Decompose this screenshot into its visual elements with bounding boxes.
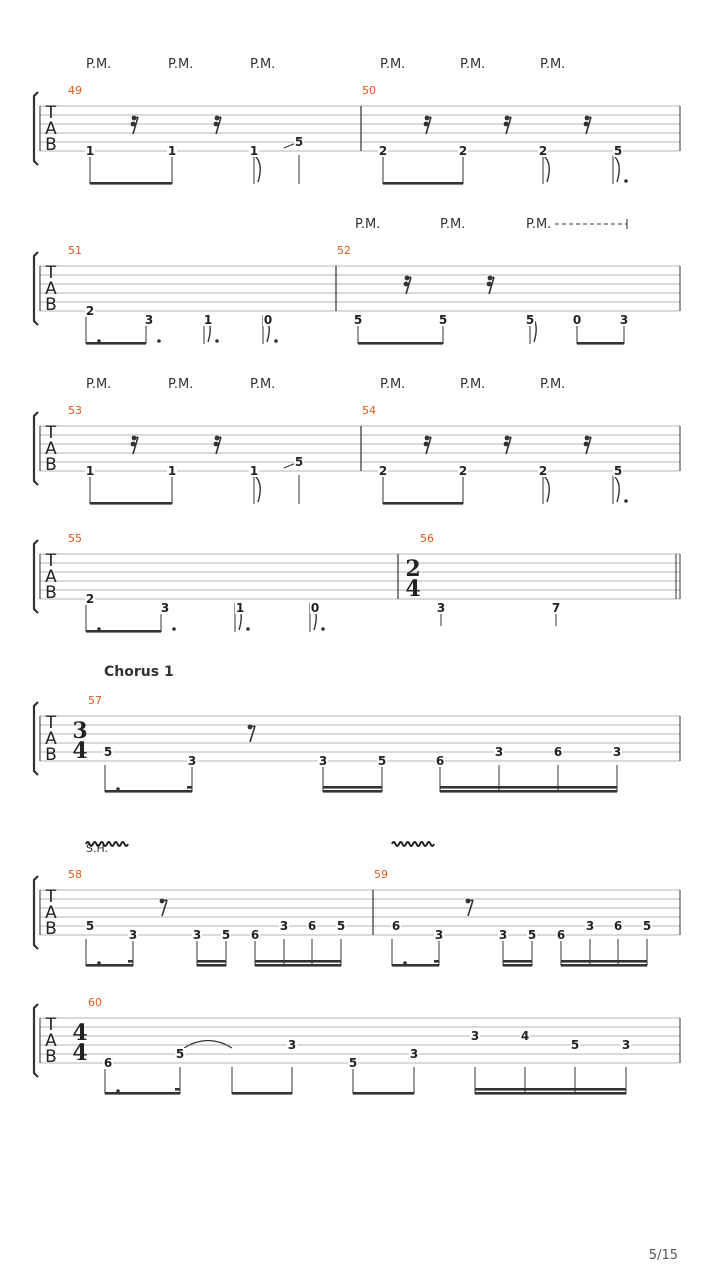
rhythm-dot <box>215 339 219 343</box>
palm-mute-label: P.M. <box>460 57 486 72</box>
beam <box>105 790 192 793</box>
fret-number: 5 <box>103 745 113 759</box>
fret-number: 1 <box>85 464 95 478</box>
fret-number: 2 <box>378 464 388 478</box>
beam <box>440 790 617 793</box>
fret-number: 3 <box>436 601 446 615</box>
fret-number: 5 <box>642 919 652 933</box>
system-bracket <box>34 876 38 949</box>
rhythm-dot <box>321 627 325 631</box>
note-flag <box>254 155 260 182</box>
fret-number: 3 <box>128 928 138 942</box>
measure-number: 59 <box>374 868 388 881</box>
palm-mute-label: P.M. <box>86 377 112 392</box>
tab-clef-letter: B <box>45 1047 57 1067</box>
fret-number: 6 <box>103 1056 113 1070</box>
fret-number: 3 <box>621 1038 631 1052</box>
fret-number: 1 <box>249 464 259 478</box>
fret-number: 6 <box>553 745 563 759</box>
tab-system <box>34 842 680 967</box>
beam <box>503 960 532 963</box>
system-bracket <box>34 252 38 325</box>
section-label-chorus: Chorus 1 <box>104 664 174 680</box>
fret-number: 0 <box>310 601 320 615</box>
rhythm-dot <box>172 627 176 631</box>
tab-clef-letter: B <box>45 135 57 155</box>
measure-number: 52 <box>337 244 351 257</box>
fret-number: 3 <box>619 313 629 327</box>
fret-number: 1 <box>203 313 213 327</box>
fret-number: 3 <box>318 754 328 768</box>
beam <box>577 342 624 345</box>
fret-number: 5 <box>613 144 623 158</box>
tab-clef-letter: A <box>45 729 57 749</box>
fret-number: 0 <box>263 313 273 327</box>
tab-system <box>34 57 680 185</box>
measure-number: 56 <box>420 532 434 545</box>
fret-number: 2 <box>458 464 468 478</box>
tab-clef-letter: B <box>45 919 57 939</box>
tab-clef-letter: B <box>45 455 57 475</box>
rhythm-dot <box>246 627 250 631</box>
note-flag <box>613 475 619 502</box>
fret-number: 2 <box>85 592 95 606</box>
beam <box>323 790 382 793</box>
note-flag <box>254 475 260 502</box>
vibrato-mark <box>392 842 434 846</box>
fret-number: 5 <box>175 1047 185 1061</box>
fret-number: 4 <box>520 1029 530 1043</box>
rhythm-dot <box>157 339 161 343</box>
beam <box>392 964 439 967</box>
tab-clef-letter: B <box>45 583 57 603</box>
fret-number: 2 <box>458 144 468 158</box>
fret-number: 3 <box>494 745 504 759</box>
time-signature-top: 2 <box>405 556 421 582</box>
fret-number: 3 <box>160 601 170 615</box>
measure-number: 50 <box>362 84 376 97</box>
beam <box>383 182 463 185</box>
beam <box>86 964 133 967</box>
time-signature-bottom: 4 <box>72 738 88 764</box>
rhythm-dot <box>624 179 628 183</box>
partial-beam <box>434 960 439 963</box>
palm-mute-label: P.M. <box>380 377 406 392</box>
fret-number: 7 <box>551 601 561 615</box>
palm-mute-label: P.M. <box>460 377 486 392</box>
measure-number: 58 <box>68 868 82 881</box>
fret-number: 1 <box>167 144 177 158</box>
beam <box>383 502 463 505</box>
partial-beam <box>187 786 192 789</box>
fret-number: 3 <box>187 754 197 768</box>
beam <box>255 964 341 967</box>
tab-clef-letter: B <box>45 745 57 765</box>
beam <box>561 960 647 963</box>
measure-number: 54 <box>362 404 376 417</box>
tab-system <box>34 996 680 1095</box>
tab-system <box>34 377 680 505</box>
measure-number: 55 <box>68 532 82 545</box>
beam <box>561 964 647 967</box>
tab-clef-letter: T <box>45 263 57 283</box>
fret-number: 3 <box>498 928 508 942</box>
tie-arc <box>184 1041 232 1049</box>
fret-number: 5 <box>85 919 95 933</box>
palm-mute-label: P.M. <box>86 57 112 72</box>
system-bracket <box>34 702 38 775</box>
beam <box>90 502 172 505</box>
fret-number: 5 <box>336 919 346 933</box>
palm-mute-label: P.M. <box>440 217 466 232</box>
fret-number: 3 <box>409 1047 419 1061</box>
tab-system <box>34 217 680 345</box>
tab-clef-letter: T <box>45 551 57 571</box>
fret-number: 6 <box>556 928 566 942</box>
fret-number: 3 <box>192 928 202 942</box>
fret-number: 5 <box>353 313 363 327</box>
tab-clef-letter: A <box>45 439 57 459</box>
fret-number: 5 <box>294 135 304 149</box>
fret-number: 5 <box>613 464 623 478</box>
measure-number: 49 <box>68 84 82 97</box>
fret-number: 1 <box>249 144 259 158</box>
tab-clef-letter: T <box>45 423 57 443</box>
fret-number: 0 <box>572 313 582 327</box>
palm-mute-label: P.M. <box>540 57 566 72</box>
beam <box>323 786 382 789</box>
tab-clef-letter: T <box>45 103 57 123</box>
beam <box>358 342 443 345</box>
beam <box>475 1088 626 1091</box>
fret-number: 3 <box>470 1029 480 1043</box>
fret-number: 3 <box>612 745 622 759</box>
tab-clef-letter: T <box>45 1015 57 1035</box>
palm-mute-label: P.M. <box>168 57 194 72</box>
fret-number: 6 <box>250 928 260 942</box>
note-flag <box>613 155 619 182</box>
beam <box>86 342 146 345</box>
rhythm-dot <box>624 499 628 503</box>
palm-mute-label: P.M. <box>250 57 276 72</box>
palm-mute-label: P.M. <box>355 217 381 232</box>
partial-beam <box>128 960 133 963</box>
beam <box>197 960 226 963</box>
system-bracket <box>34 1004 38 1077</box>
fret-number: 3 <box>585 919 595 933</box>
beam <box>232 1092 292 1095</box>
fret-number: 1 <box>85 144 95 158</box>
beam <box>197 964 226 967</box>
system-bracket <box>34 540 38 613</box>
tab-system <box>34 532 680 633</box>
fret-number: 2 <box>85 304 95 318</box>
measure-number: 60 <box>88 996 102 1009</box>
tab-clef-letter: A <box>45 119 57 139</box>
fret-number: 5 <box>221 928 231 942</box>
fret-number: 1 <box>235 601 245 615</box>
annotation-label: S.H. <box>86 842 109 855</box>
tab-clef-letter: A <box>45 1031 57 1051</box>
palm-mute-label: P.M. <box>250 377 276 392</box>
time-signature-bottom: 4 <box>72 1040 88 1066</box>
fret-number: 6 <box>307 919 317 933</box>
palm-mute-label: P.M. <box>526 217 552 232</box>
time-signature-top: 4 <box>72 1020 88 1046</box>
measure-number: 51 <box>68 244 82 257</box>
beam <box>475 1092 626 1095</box>
beam <box>90 182 172 185</box>
fret-number: 2 <box>538 464 548 478</box>
system-bracket <box>34 92 38 165</box>
fret-number: 5 <box>527 928 537 942</box>
beam <box>255 960 341 963</box>
fret-number: 3 <box>279 919 289 933</box>
measure-number: 53 <box>68 404 82 417</box>
measure-number: 57 <box>88 694 102 707</box>
tab-clef-letter: T <box>45 887 57 907</box>
beam <box>105 1092 180 1095</box>
time-signature-bottom: 4 <box>405 576 421 602</box>
fret-number: 2 <box>378 144 388 158</box>
tab-clef-letter: B <box>45 295 57 315</box>
fret-number: 5 <box>294 455 304 469</box>
fret-number: 3 <box>144 313 154 327</box>
fret-number: 5 <box>348 1056 358 1070</box>
fret-number: 6 <box>613 919 623 933</box>
fret-number: 2 <box>538 144 548 158</box>
fret-number: 5 <box>525 313 535 327</box>
fret-number: 6 <box>435 754 445 768</box>
partial-beam <box>175 1088 180 1091</box>
beam <box>440 786 617 789</box>
palm-mute-label: P.M. <box>380 57 406 72</box>
rhythm-dot <box>274 339 278 343</box>
note-flag <box>543 155 549 182</box>
tab-clef-letter: A <box>45 567 57 587</box>
tab-clef-letter: A <box>45 903 57 923</box>
beam <box>353 1092 414 1095</box>
fret-number: 3 <box>287 1038 297 1052</box>
fret-number: 3 <box>434 928 444 942</box>
fret-number: 5 <box>438 313 448 327</box>
fret-number: 5 <box>377 754 387 768</box>
tab-clef-letter: A <box>45 279 57 299</box>
tab-system <box>34 694 680 793</box>
palm-mute-label: P.M. <box>540 377 566 392</box>
page-number: 5/15 <box>648 1248 678 1263</box>
palm-mute-label: P.M. <box>168 377 194 392</box>
note-flag <box>543 475 549 502</box>
time-signature-top: 3 <box>72 718 88 744</box>
system-bracket <box>34 412 38 485</box>
fret-number: 1 <box>167 464 177 478</box>
tab-clef-letter: T <box>45 713 57 733</box>
fret-number: 6 <box>391 919 401 933</box>
beam <box>503 964 532 967</box>
fret-number: 5 <box>570 1038 580 1052</box>
beam <box>86 630 161 633</box>
